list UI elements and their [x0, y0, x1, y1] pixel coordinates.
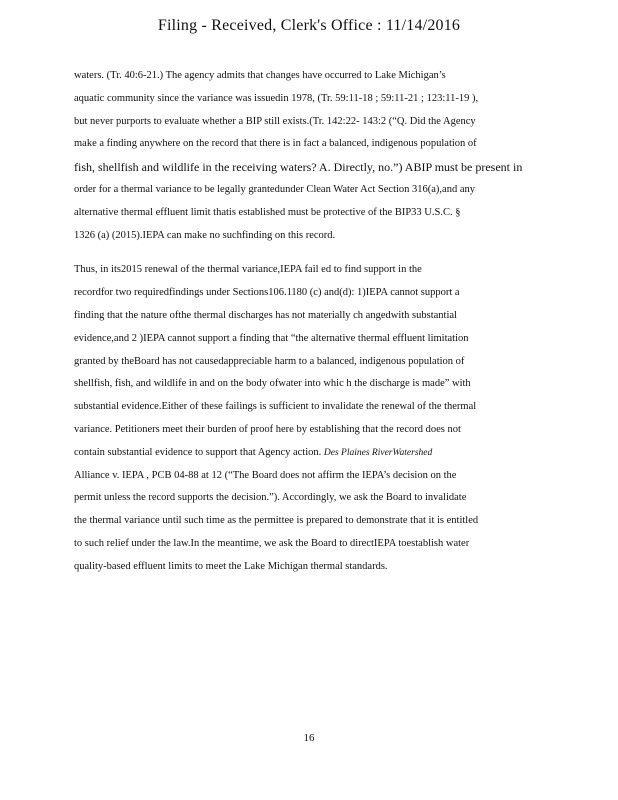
text-line — [74, 442, 544, 465]
paragraph-gap — [74, 247, 544, 259]
page-number: 16 — [303, 732, 315, 744]
text-line: Thus, in its2015 renewal of the thermal variance,IEPA fail ed to find support in the — [74, 264, 422, 276]
text-line: make a finding anywhere on the record that there is in fact a balanced, indigenous population of — [74, 138, 477, 150]
text-line: waters. (Tr. 40:6-21.) The agency admits that changes have occurred to Lake Michigan’s — [74, 70, 446, 81]
text-line: permit unless the record supports the decision.”). Accordingly, we ask the Board to invalidate — [74, 492, 467, 504]
text-line: evidence,and 2 )IEPA cannot support a finding that “the alternative thermal effluent limitation — [74, 332, 469, 344]
text-segment: contain substantial evidence to support that Agency action. — [74, 446, 322, 458]
text-line: to such relief under the law.In the meantime, we ask the Board to directIEPA toestablish water — [74, 537, 470, 549]
case-citation: Des Plaines RiverWatershed — [323, 447, 433, 458]
document-body — [74, 65, 544, 579]
text-line: alternative thermal effluent limit thatis established must be protective of the BIP33 U.S.C. § — [74, 206, 461, 218]
text-line: order for a thermal variance to be legally grantedunder Clean Water Act Section 316(a),and any — [74, 183, 476, 195]
text-line: substantial evidence.Either of these failings is sufficient to invalidate the renewal of the thermal — [74, 401, 477, 413]
filing-header: Filing - Received, Clerk's Office : 11/14/2016 — [157, 17, 461, 34]
paragraph — [74, 259, 544, 578]
text-line: granted by theBoard has not causedappreciable harm to a balanced, indigenous population of — [74, 355, 465, 367]
text-line: 1326 (a) (2015).IEPA can make no suchfinding on this record. — [74, 229, 336, 241]
text-line: Alliance v. IEPA , PCB 04-88 at 12 (“The Board does not affirm the IEPA’s decision on the — [74, 469, 457, 481]
paragraph — [74, 65, 544, 247]
text-line: recordfor two requiredfindings under Sections106.1180 (c) and(d): 1)IEPA cannot support a — [74, 287, 460, 299]
text-line: variance. Petitioners meet their burden of proof here by establishing that the record does not — [74, 423, 461, 435]
text-line: fish, shellfish and wildlife in the receiving waters? A. Directly, no.”) ABIP must be present in — [74, 160, 523, 175]
text-line: quality-based effluent limits to meet the Lake Michigan thermal standards. — [74, 560, 388, 572]
text-line: finding that the nature ofthe thermal discharges has not materially ch angedwith substantial — [74, 309, 457, 321]
text-line: shellfish, fish, and wildlife in and on the body ofwater into whic h the discharge is made” with — [74, 378, 471, 390]
text-line: but never purports to evaluate whether a BIP still exists.(Tr. 142:22- 143:2 (“Q. Did the Agency — [74, 115, 476, 127]
text-line: the thermal variance until such time as the permittee is prepared to demonstrate that it is entitled — [74, 515, 479, 527]
text-line: aquatic community since the variance was issuedin 1978, (Tr. 59:11-18 ; 59:11-21 ; 123:11-19 ), — [74, 92, 479, 104]
